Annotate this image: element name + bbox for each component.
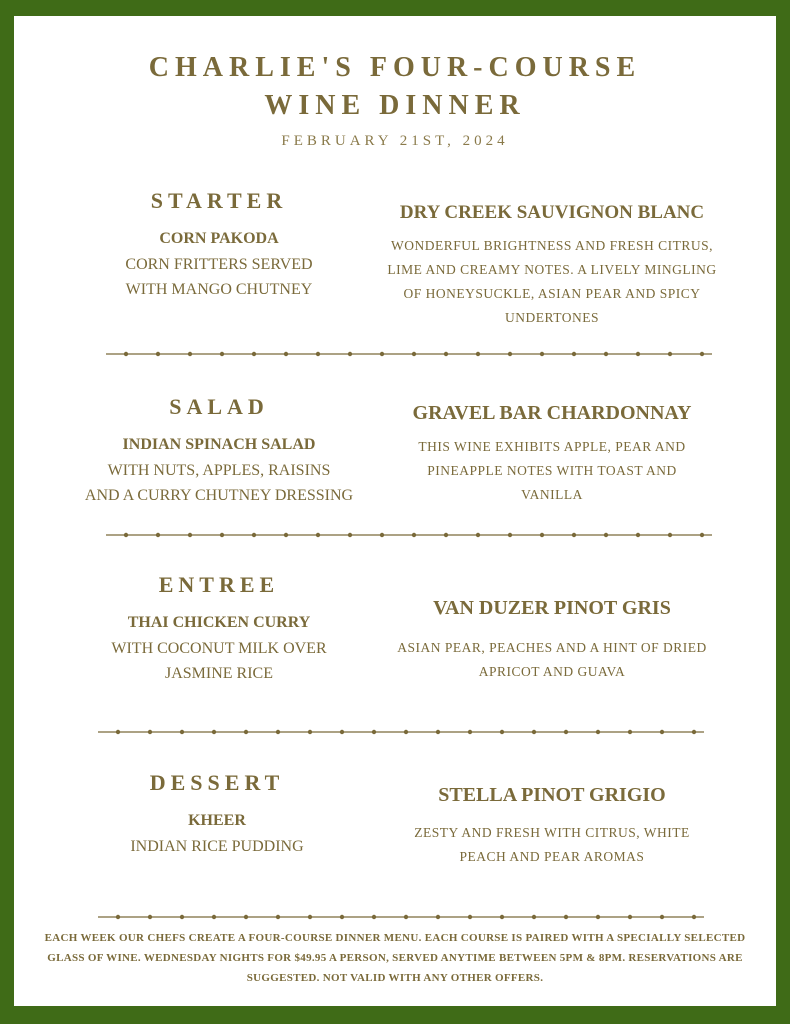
wine-description: WONDERFUL BRIGHTNESS AND FRESH CITRUS, LIME AND CREAMY NOTES. A LIVELY MINGLING OF HONEYSUCKLE, ASIAN PEAR AND SPICY UNDERTONES (387, 238, 717, 325)
course-dessert (52, 770, 382, 859)
wine-description: ZESTY AND FRESH WITH CITRUS, WHITE PEACH AND PEAR AROMAS (414, 825, 690, 864)
wine-pairing-dessert (382, 784, 722, 869)
dish-description-line2: JASMINE RICE (164, 665, 273, 682)
dish-name: CORN PAKODA (159, 230, 279, 247)
dish-name: INDIAN SPINACH SALAD (122, 436, 316, 453)
course-heading: DESSERT (149, 770, 285, 795)
footer-note: EACH WEEK OUR CHEFS CREATE A FOUR-COURSE DINNER MENU. EACH COURSE IS PAIRED WITH A SPECIALLY SELECTED GLASS OF WINE. WEDNESDAY NIGHTS FOR $49.95 A PERSON, SERVED ANYTIME BETWEEN 5PM & 8PM. RESERVATIONS ARE SUGGESTED. NOT VALID WITH ANY OTHER OFFERS. (44, 932, 746, 984)
dish-description-line1: INDIAN RICE PUDDING (130, 838, 304, 855)
wine-name: STELLA PINOT GRIGIO (438, 784, 666, 806)
course-heading: STARTER (150, 188, 288, 213)
ornamental-divider (96, 912, 706, 922)
wine-description: ASIAN PEAR, PEACHES AND A HINT OF DRIED APRICOT AND GUAVA (397, 640, 707, 679)
menu-title-line2: WINE DINNER (264, 90, 526, 121)
wine-pairing-starter (382, 202, 722, 330)
wine-pairing-salad (382, 402, 722, 507)
course-salad (44, 394, 394, 508)
ornamental-divider (104, 530, 714, 540)
course-starter (54, 188, 384, 302)
dish-description-line1: CORN FRITTERS SERVED (125, 256, 313, 273)
dish-description-line2: AND A CURRY CHUTNEY DRESSING (84, 487, 354, 504)
course-heading: SALAD (169, 394, 269, 419)
dish-description-line1: WITH COCONUT MILK OVER (111, 640, 327, 657)
ornamental-divider (96, 727, 706, 737)
wine-pairing-entree (382, 597, 722, 684)
menu-page (14, 16, 776, 1006)
course-heading: ENTREE (158, 572, 280, 597)
dish-description-line2: WITH MANGO CHUTNEY (125, 281, 313, 298)
wine-name: DRY CREEK SAUVIGNON BLANC (399, 202, 705, 223)
menu-date: FEBRUARY 21ST, 2024 (281, 133, 509, 149)
ornamental-divider (104, 349, 714, 359)
dish-description-line1: WITH NUTS, APPLES, RAISINS (107, 462, 331, 479)
menu-title-line1: CHARLIE'S FOUR-COURSE (148, 52, 642, 83)
course-entree (54, 572, 384, 686)
dish-name: KHEER (188, 812, 246, 829)
wine-description: THIS WINE EXHIBITS APPLE, PEAR AND PINEAPPLE NOTES WITH TOAST AND VANILLA (418, 439, 686, 502)
dish-name: THAI CHICKEN CURRY (127, 614, 311, 631)
wine-name: VAN DUZER PINOT GRIS (433, 597, 671, 619)
wine-name: GRAVEL BAR CHARDONNAY (412, 402, 692, 424)
